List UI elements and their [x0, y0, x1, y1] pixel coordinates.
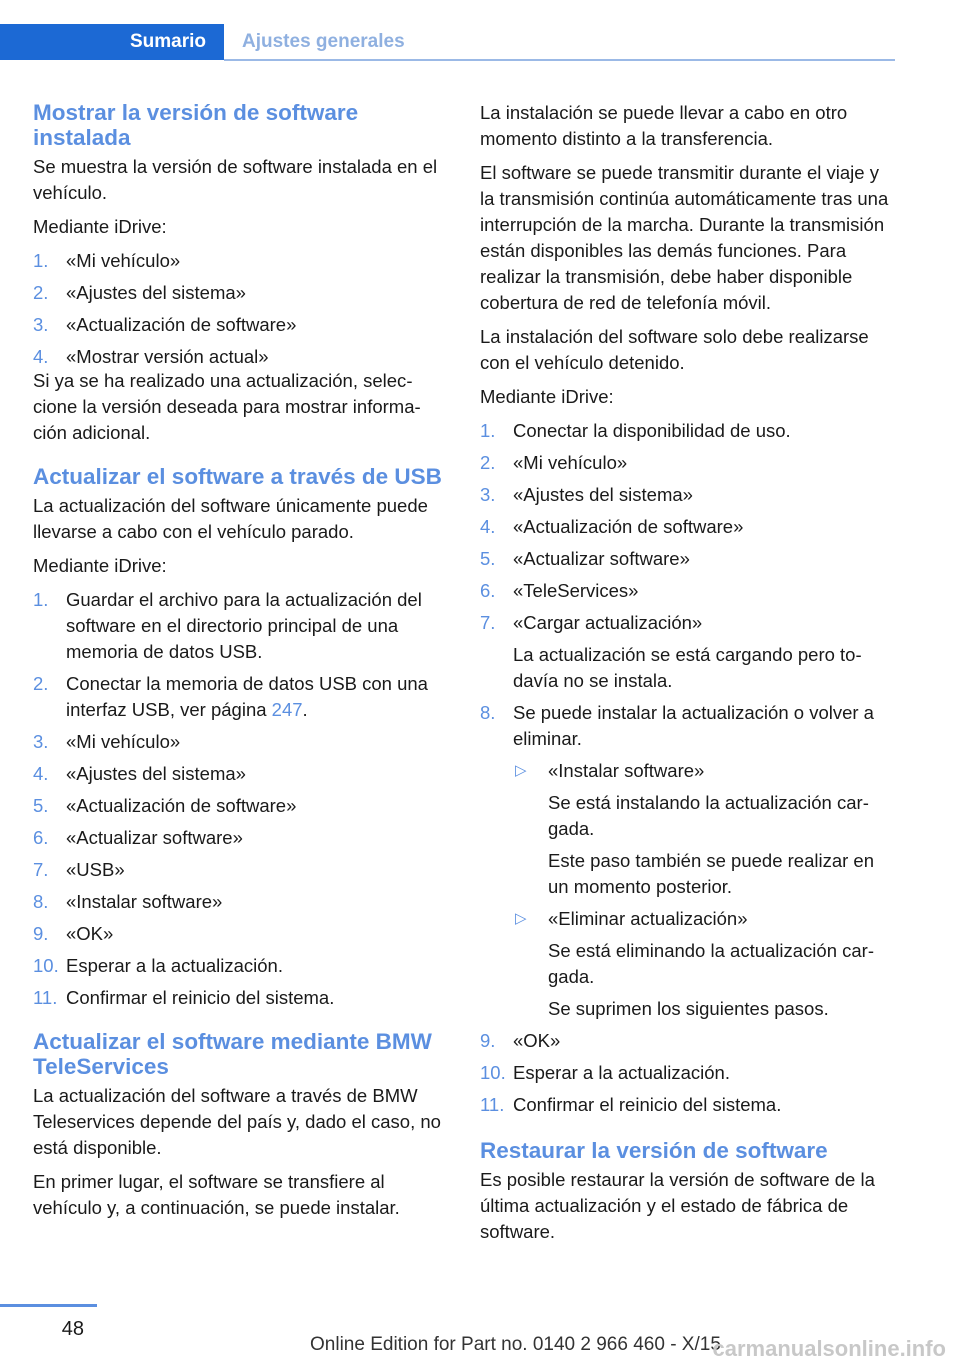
page-number: 48 — [61, 1318, 84, 1340]
list-item: 8. Se puede instalar la actualización o volver a eliminar. ▷ «Instalar software» Se está instalando la actualización cargada. Este paso también se puede realizar en un momento posterior. ▷ «Eliminar actualización» Se está eliminando la actualización cargada. Se suprimen los siguientes pasos. — [480, 700, 895, 1022]
option-item: ▷ «Instalar software» Se está instalando la actualización cargada. Este paso también se puede realizar en un momento posterior. — [515, 760, 875, 897]
paragraph: Es posible restaurar la versión de software de la última actualización y el estado de fábrica de software. — [480, 1169, 875, 1242]
list-item: 5. «Actualización de software» — [33, 795, 297, 816]
header-bar — [0, 24, 895, 62]
watermark: carmanualsonline.info — [712, 1336, 946, 1361]
list-item: 1. «Mi vehículo» — [33, 250, 181, 271]
paragraph: Mediante iDrive: — [33, 216, 167, 237]
paragraph: Si ya se ha realizado una actualización, seleccione la versión deseada para mostrar información adicional. — [33, 370, 421, 443]
section-title: Actualizar el software mediante BMW TeleServices — [33, 1029, 432, 1079]
list-item: 7. «USB» — [33, 859, 125, 880]
paragraph: Se muestra la versión de software instalada en el vehículo. — [33, 156, 438, 203]
list-item: 5. «Actualizar software» — [480, 548, 690, 569]
edition-footer: Online Edition for Part no. 0140 2 966 460 - X/15 — [310, 1334, 721, 1355]
list-item: 3. «Mi vehículo» — [33, 731, 181, 752]
section-teleservices — [33, 1029, 448, 1221]
paragraph: Mediante iDrive: — [480, 386, 614, 407]
list-item: 9. «OK» — [33, 923, 114, 944]
section-restore-version — [480, 1138, 895, 1245]
steps-list — [33, 248, 448, 370]
list-item: 6. «Actualizar software» — [33, 827, 243, 848]
steps-list — [480, 418, 895, 1118]
step-note: La actualización se está cargando pero todavía no se instala. — [513, 644, 862, 691]
list-item: 10. Esperar a la actualización. — [480, 1062, 730, 1083]
section-title: Restaurar la versión de software — [480, 1138, 828, 1163]
list-item: 3. «Ajustes del sistema» — [480, 484, 693, 505]
section-title: Mostrar la versión de software instalada — [33, 100, 359, 150]
list-item: 6. «TeleServices» — [480, 580, 639, 601]
list-item: 11. Confirmar el reinicio del sistema. — [33, 987, 335, 1008]
paragraph: La actualización del software únicamente puede llevarse a cabo con el vehículo parado. — [33, 495, 428, 542]
list-item: 3. «Actualización de software» — [33, 314, 297, 335]
page-link[interactable]: 247 — [271, 699, 303, 720]
tab-sumario[interactable]: Sumario — [0, 24, 224, 60]
section-show-version — [33, 100, 448, 446]
list-item: 4. «Actualización de software» — [480, 516, 744, 537]
paragraph: La instalación del software solo debe realizarse con el vehículo detenido. — [480, 326, 869, 373]
list-item: 11. Confirmar el reinicio del sistema. — [480, 1094, 782, 1115]
list-item: 7. «Cargar actualización» La actualización se está cargando pero todavía no se instala. — [480, 610, 895, 694]
tab-ajustes-generales[interactable]: Ajustes generales — [242, 31, 405, 52]
list-item: 9. «OK» — [480, 1030, 561, 1051]
paragraph: La actualización del software a través de BMW Teleservices depende del país y, dado el caso, no está disponible. — [33, 1085, 441, 1158]
option-item: ▷ «Eliminar actualización» Se está eliminando la actualización cargada. Se suprimen los siguientes pasos. — [515, 908, 874, 1019]
section-usb-update — [33, 464, 448, 1011]
paragraph: En primer lugar, el software se transfiere al vehículo y, a continuación, se puede instalar. — [33, 1171, 400, 1218]
list-item: 2. «Ajustes del sistema» — [33, 282, 246, 303]
list-item: 1. Guardar el archivo para la actualización del software en el directorio principal de una memoria de datos USB. — [33, 589, 422, 662]
list-item: 2. «Mi vehículo» — [480, 452, 628, 473]
section-title: Actualizar el software a través de USB — [33, 464, 442, 489]
header-divider — [224, 59, 895, 61]
list-item: 10. Esperar a la actualización. — [33, 955, 283, 976]
page-number-bar — [0, 1304, 97, 1307]
left-column — [33, 100, 448, 1239]
list-item: 1. Conectar la disponibilidad de uso. — [480, 420, 791, 441]
list-item: 4. «Mostrar versión actual» — [33, 346, 269, 367]
paragraph: El software se puede transmitir durante el viaje y la transmisión continúa automáticamente tras una interrupción de la marcha. Durante la transmisión están disponibles las demás funciones. Para realizar la transmisión, debe haber disponible cobertura de red de telefonía móvil. — [480, 162, 889, 313]
right-column — [480, 100, 895, 1263]
triangle-bullet-icon: ▷ — [515, 762, 527, 779]
list-item: 4. «Ajustes del sistema» — [33, 763, 246, 784]
triangle-bullet-icon: ▷ — [515, 910, 527, 927]
list-item: 2. Conectar la memoria de datos USB con una interfaz USB, ver página 247. — [33, 673, 428, 720]
paragraph: La instalación se puede llevar a cabo en otro momento distinto a la transferencia. — [480, 102, 848, 149]
option-list — [513, 758, 895, 1022]
paragraph: Mediante iDrive: — [33, 555, 167, 576]
list-item: 8. «Instalar software» — [33, 891, 223, 912]
steps-list — [33, 587, 448, 1011]
